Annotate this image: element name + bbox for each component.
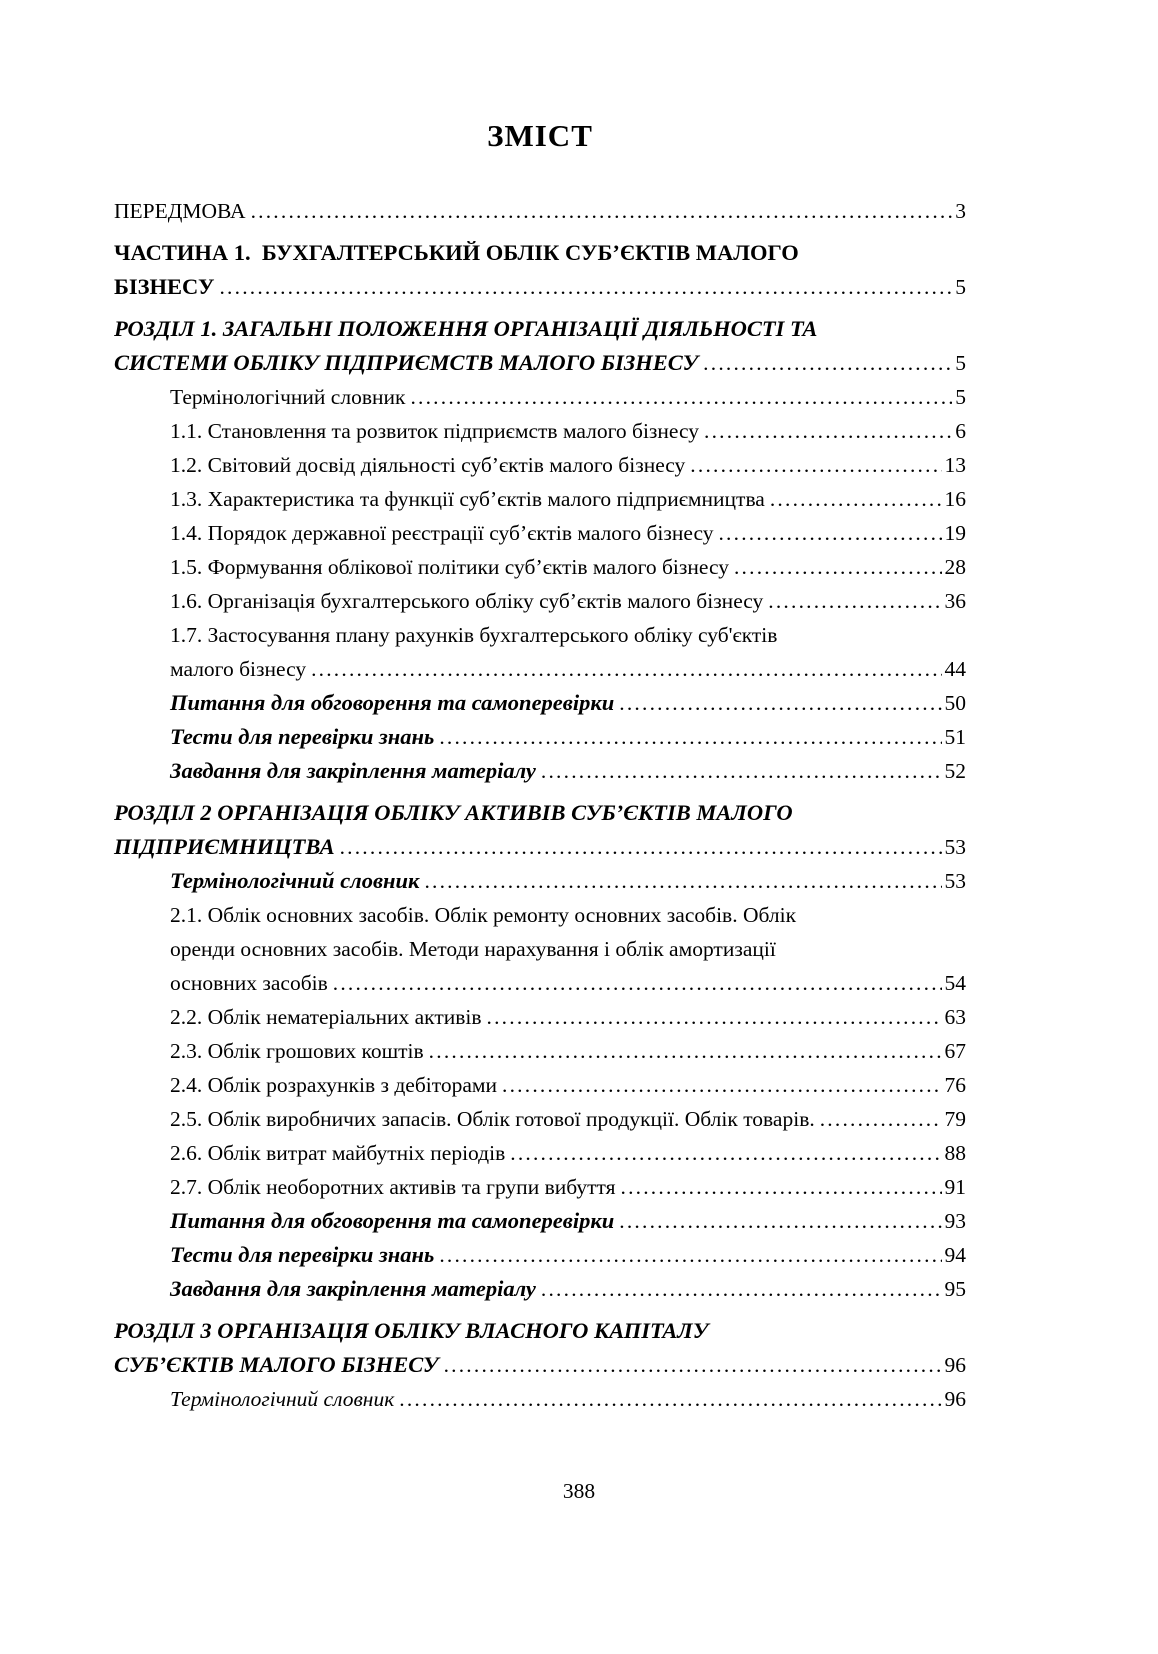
toc-entry [114, 584, 966, 618]
toc-entry [114, 1034, 966, 1068]
toc-entry [114, 380, 966, 414]
footer-page-number: 388 [562, 1479, 596, 1503]
dot-leader [621, 1170, 942, 1204]
toc-entry-text: 2.2. Облік нематеріальних активів [170, 1005, 482, 1029]
toc-entry [114, 898, 966, 1000]
toc-entry-text: ПІДПРИЄМНИЦТВА [114, 834, 335, 859]
toc-entry-text: 1.4. Порядок державної реєстрації суб’єктів малого бізнесу [170, 521, 714, 545]
toc-entry [114, 516, 966, 550]
toc-entry-line [114, 686, 966, 720]
toc-entry-text: Термінологічний словник [170, 868, 420, 893]
toc-entry-page-number: 96 [944, 1353, 966, 1377]
toc-entry-line [114, 830, 966, 864]
dot-leader [619, 686, 941, 720]
toc-entry-line [114, 1034, 966, 1068]
dot-leader [311, 652, 941, 686]
toc-entry-page-number: 51 [944, 725, 966, 749]
dot-leader [333, 966, 942, 1000]
toc-entry-line [114, 270, 966, 304]
toc-entry [114, 754, 966, 788]
toc-entry-text: 2.1. Облік основних засобів. Облік ремонту основних засобів. Облік [170, 903, 797, 927]
toc-entry [114, 448, 966, 482]
toc-entry-text: 2.3. Облік грошових коштів [170, 1039, 424, 1063]
toc-entry-text: малого бізнесу [170, 657, 307, 681]
toc-entry-text: Завдання для закріплення матеріалу [170, 1276, 536, 1301]
toc-entry-line [114, 932, 966, 966]
dot-leader [734, 550, 942, 584]
toc-entry-line [114, 754, 966, 788]
toc-list [114, 194, 966, 1416]
toc-entry-page-number: 95 [944, 1277, 966, 1301]
toc-entry-page-number: 28 [944, 555, 966, 579]
toc-entry-line [114, 1314, 966, 1348]
toc-entry-line [114, 652, 966, 686]
toc-entry-line [114, 1136, 966, 1170]
toc-entry-text: 1.1. Становлення та розвиток підприємств малого бізнесу [170, 419, 700, 443]
toc-entry-text: БІЗНЕСУ [114, 274, 215, 299]
toc-entry-text: Питання для обговорення та самоперевірки [170, 690, 615, 715]
toc-entry-text: 1.2. Світовий досвід діяльності суб’єктів малого бізнесу [170, 453, 686, 477]
toc-entry [114, 1272, 966, 1306]
dot-leader [770, 482, 942, 516]
toc-entry-line [114, 1068, 966, 1102]
toc-entry-text: Завдання для закріплення матеріалу [170, 758, 536, 783]
toc-entry [114, 1314, 966, 1382]
toc-entry-page-number: 44 [944, 657, 966, 681]
toc-entry [114, 864, 966, 898]
toc-entry [114, 1382, 966, 1416]
toc-entry-page-number: 96 [944, 1387, 966, 1411]
toc-entry-line [114, 194, 966, 228]
toc-entry-line [114, 1382, 966, 1416]
toc-entry-line [114, 1170, 966, 1204]
toc-entry-text: 1.3. Характеристика та функції суб’єктів малого підприємництва [170, 487, 765, 511]
toc-entry-line [114, 1272, 966, 1306]
toc-entry [114, 1238, 966, 1272]
toc-entry [114, 1102, 966, 1136]
toc-entry-page-number: 53 [944, 835, 966, 859]
toc-entry-page-number: 76 [944, 1073, 966, 1097]
toc-entry-line [114, 720, 966, 754]
toc-entry-line [114, 380, 966, 414]
toc-entry-page-number: 19 [944, 521, 966, 545]
dot-leader [219, 270, 952, 304]
toc-entry-page-number: 13 [944, 453, 966, 477]
dot-leader [439, 720, 941, 754]
toc-entry [114, 686, 966, 720]
toc-entry [114, 312, 966, 380]
toc-entry [114, 796, 966, 864]
toc-entry-line [114, 898, 966, 932]
toc-entry-page-number: 50 [944, 691, 966, 715]
toc-entry-text: 1.6. Організація бухгалтерського обліку суб’єктів малого бізнесу [170, 589, 764, 613]
dot-leader [718, 516, 941, 550]
toc-entry-line [114, 1000, 966, 1034]
dot-leader [424, 864, 941, 898]
toc-entry [114, 1136, 966, 1170]
toc-entry-text: РОЗДІЛ 1. ЗАГАЛЬНІ ПОЛОЖЕННЯ ОРГАНІЗАЦІЇ ДІЯЛЬНОСТІ ТА [114, 316, 818, 341]
dot-leader [541, 1272, 942, 1306]
dot-leader [619, 1204, 941, 1238]
toc-entry [114, 618, 966, 686]
toc-entry-text: Питання для обговорення та самоперевірки [170, 1208, 615, 1233]
toc-entry-line [114, 1238, 966, 1272]
toc-entry-line [114, 864, 966, 898]
toc-entry-page-number: 88 [944, 1141, 966, 1165]
toc-entry-page-number: 54 [944, 971, 966, 995]
toc-entry-page-number: 5 [955, 351, 966, 375]
toc-entry-line [114, 312, 966, 346]
toc-entry-text: 1.7. Застосування плану рахунків бухгалтерського обліку суб'єктів [170, 623, 778, 647]
toc-entry-text: 2.7. Облік необоротних активів та групи вибуття [170, 1175, 616, 1199]
toc-entry-text: 2.4. Облік розрахунків з дебіторами [170, 1073, 498, 1097]
toc-entry-line [114, 1204, 966, 1238]
toc-entry [114, 1170, 966, 1204]
dot-leader [820, 1102, 942, 1136]
toc-entry-line [114, 796, 966, 830]
dot-leader [487, 1000, 942, 1034]
toc-entry-page-number: 67 [944, 1039, 966, 1063]
toc-entry-page-number: 79 [944, 1107, 966, 1131]
toc-entry-text: РОЗДІЛ 3 ОРГАНІЗАЦІЯ ОБЛІКУ ВЛАСНОГО КАПІТАЛУ [114, 1318, 709, 1343]
dot-leader [340, 830, 942, 864]
toc-entry-text: ЧАСТИНА 1. БУХГАЛТЕРСЬКИЙ ОБЛІК СУБ’ЄКТІВ МАЛОГО [114, 240, 799, 265]
dot-leader [768, 584, 941, 618]
dot-leader [690, 448, 941, 482]
toc-entry-line [114, 236, 966, 270]
dot-leader [444, 1348, 942, 1382]
toc-entry-page-number: 91 [944, 1175, 966, 1199]
toc-entry-text: оренди основних засобів. Методи нарахування і облік амортизації [170, 937, 776, 961]
toc-entry-line [114, 966, 966, 1000]
toc-entry-page-number: 3 [955, 199, 966, 223]
toc-entry-page-number: 16 [944, 487, 966, 511]
page-title: ЗМІСТ [487, 118, 593, 153]
dot-leader [251, 194, 953, 228]
toc-entry-page-number: 94 [944, 1243, 966, 1267]
toc-entry-page-number: 36 [944, 589, 966, 613]
toc-entry [114, 550, 966, 584]
toc-entry-line [114, 550, 966, 584]
dot-leader [704, 414, 952, 448]
toc-entry-text: СИСТЕМИ ОБЛІКУ ПІДПРИЄМСТВ МАЛОГО БІЗНЕСУ [114, 350, 699, 375]
dot-leader [439, 1238, 941, 1272]
toc-entry-text: Термінологічний словник [170, 1387, 395, 1411]
toc-entry-page-number: 52 [944, 759, 966, 783]
dot-leader [510, 1136, 941, 1170]
toc-entry-text: 2.5. Облік виробничих запасів. Облік готової продукції. Облік товарів. [170, 1107, 815, 1131]
toc-entry-text: Термінологічний словник [170, 385, 406, 409]
toc-entry-line [114, 448, 966, 482]
toc-entry-line [114, 346, 966, 380]
toc-entry-text: Тести для перевірки знань [170, 724, 435, 749]
toc-entry-text: СУБ’ЄКТІВ МАЛОГО БІЗНЕСУ [114, 1352, 439, 1377]
toc-entry-line [114, 1348, 966, 1382]
toc-entry [114, 720, 966, 754]
toc-entry-text: основних засобів [170, 971, 328, 995]
dot-leader [429, 1034, 942, 1068]
toc-entry-page-number: 6 [955, 419, 966, 443]
toc-entry-text: Тести для перевірки знань [170, 1242, 435, 1267]
toc-entry [114, 1000, 966, 1034]
toc-entry [114, 414, 966, 448]
toc-entry-text: 2.6. Облік витрат майбутніх періодів [170, 1141, 506, 1165]
toc-entry-text: РОЗДІЛ 2 ОРГАНІЗАЦІЯ ОБЛІКУ АКТИВІВ СУБ’ЄКТІВ МАЛОГО [114, 800, 793, 825]
toc-entry [114, 236, 966, 304]
toc-entry-page-number: 63 [944, 1005, 966, 1029]
toc-entry-page-number: 53 [944, 869, 966, 893]
dot-leader [410, 380, 952, 414]
dot-leader [399, 1382, 941, 1416]
toc-entry [114, 482, 966, 516]
toc-entry-line [114, 414, 966, 448]
toc-entry-line [114, 584, 966, 618]
toc-entry-text: 1.5. Формування облікової політики суб’єктів малого бізнесу [170, 555, 729, 579]
dot-leader [502, 1068, 941, 1102]
dot-leader [541, 754, 942, 788]
toc-entry [114, 1068, 966, 1102]
dot-leader [703, 346, 952, 380]
toc-entry-line [114, 618, 966, 652]
toc-entry [114, 1204, 966, 1238]
toc-entry-text: ПЕРЕДМОВА [114, 199, 246, 223]
toc-entry-page-number: 93 [944, 1209, 966, 1233]
toc-entry-page-number: 5 [955, 275, 966, 299]
toc-entry-line [114, 516, 966, 550]
toc-entry [114, 194, 966, 228]
toc-entry-page-number: 5 [955, 385, 966, 409]
toc-entry-line [114, 482, 966, 516]
toc-entry-line [114, 1102, 966, 1136]
